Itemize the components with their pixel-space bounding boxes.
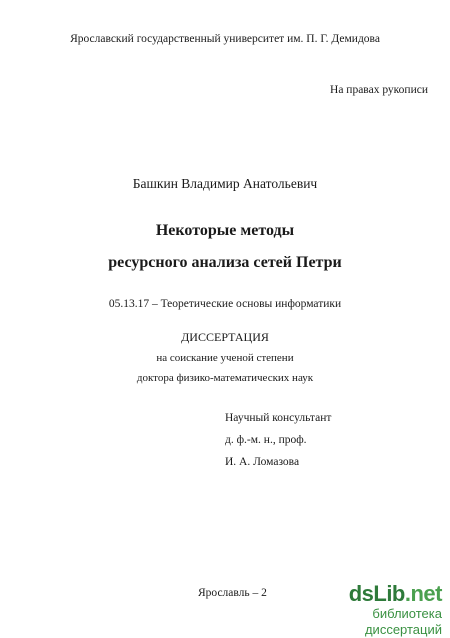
- degree-line-2: доктора физико-математических наук: [136, 372, 314, 384]
- dslib-logo: [302, 582, 442, 606]
- consultant-label: Научный консультант: [225, 412, 332, 424]
- watermark-tagline: библиотека диссертаций: [364, 606, 442, 637]
- city-year: Ярославль – 2: [198, 587, 267, 599]
- logo-lib: Lib: [373, 581, 405, 606]
- dissertation-label: ДИССЕРТАЦИЯ: [181, 330, 269, 344]
- consultant-degree: д. ф.-м. н., проф.: [225, 434, 307, 446]
- consultant-block: [225, 410, 331, 476]
- logo-net: .net: [404, 581, 442, 606]
- manuscript-rights-note: На правах рукописи: [330, 84, 428, 96]
- degree-line-1: на соискание ученой степени: [156, 352, 294, 364]
- title-line-2: ресурсного анализа сетей Петри: [108, 254, 342, 271]
- consultant-name: И. А. Ломазова: [225, 456, 300, 468]
- author-name: Башкин Владимир Анатольевич: [132, 176, 318, 191]
- title-line-1: Некоторые методы: [155, 222, 295, 239]
- specialty-code: 05.13.17 – Теоретические основы информатики: [108, 298, 342, 310]
- dslib-watermark[interactable]: [302, 582, 442, 638]
- logo-ds: ds: [348, 581, 374, 606]
- university-name: Ярославский государственный университет им. П. Г. Демидова: [70, 33, 380, 45]
